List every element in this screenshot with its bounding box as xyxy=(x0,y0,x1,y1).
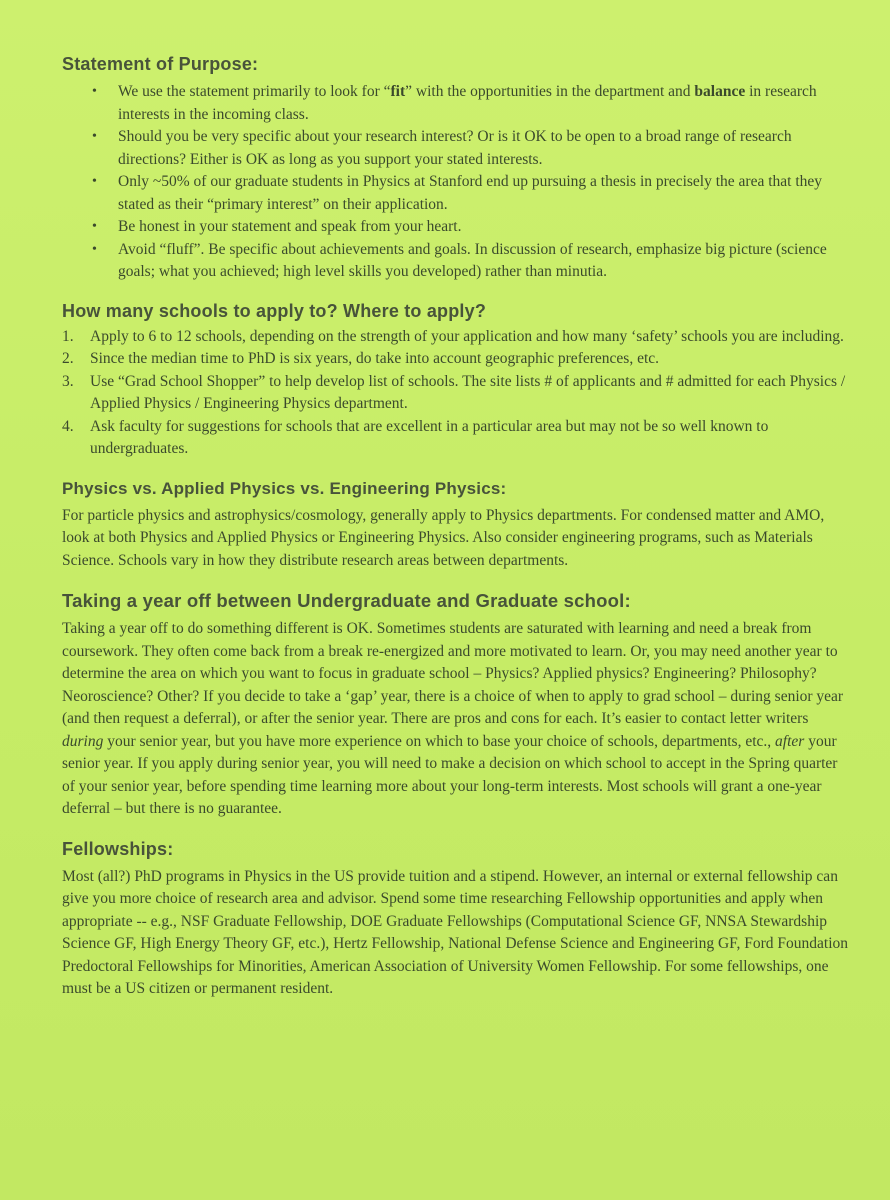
list-number: 3. xyxy=(62,372,74,390)
list-item xyxy=(62,416,850,461)
section-heading: Taking a year off between Undergraduate and Graduate school: xyxy=(62,590,631,611)
list-item-text: Since the median time to PhD is six years, do take into account geographic preferences, etc. xyxy=(90,350,660,367)
physics-vs-applied-section xyxy=(62,479,850,573)
text-span: your senior year, but you have more experience on which to base your choice of schools, departments, etc., xyxy=(103,732,776,750)
list-item xyxy=(62,348,850,371)
list-item-text: Apply to 6 to 12 schools, depending on the strength of your application and how many ‘safety’ schools you are including. xyxy=(90,327,844,345)
text-span: Taking a year off to do something different is OK. Sometimes students are saturated with learning and need a break from coursework. They often come back from a break re-energized and more motivated to learn. Or, you may need another year to determine the area on which you want to focus in graduate school – Physics? Applied physics? Engineering? Philosophy? Neoroscience? Other? If you decide to take a ‘gap’ year, there is a choice of when to apply to grad school – during senior year (and then request a deferral), or after the senior year. There are pros and cons for each. It’s easier to contact letter writers xyxy=(62,620,844,727)
list-item-text: Use “Grad School Shopper” to help develop list of schools. The site lists # of applicants and # admitted for each Physics / Applied Physics / Engineering Physics department. xyxy=(90,372,846,412)
list-item: • Avoid “fluff”. Be specific about achievements and goals. In discussion of research, emphasize big picture (science goals; what you achieved; high level skills you developed) rather than minutia. xyxy=(92,239,850,284)
numbered-list xyxy=(62,326,850,461)
section-paragraph xyxy=(62,618,850,821)
list-item-text: Ask faculty for suggestions for schools that are excellent in a particular area but may not be so well known to undergraduates. xyxy=(90,417,769,457)
list-number: 2. xyxy=(62,350,74,367)
section-heading: How many schools to apply to? Where to apply? xyxy=(62,300,487,321)
text-span: ” with the opportunities in the department and xyxy=(405,83,695,100)
text-span: in research interests in the incoming class. xyxy=(118,83,817,123)
text-span: We use the statement primarily to look for “ xyxy=(118,83,391,100)
section-heading: Fellowships: xyxy=(62,838,174,859)
emphasized-word: fit xyxy=(390,83,406,100)
emphasized-word: balance xyxy=(694,83,746,100)
fellowships-section xyxy=(62,839,850,1001)
list-item xyxy=(92,81,850,126)
bullet-list xyxy=(62,81,850,284)
list-item: • Should you be very specific about your research interest? Or is it OK to be open to a broad range of research directions? Either is OK as long as you support your stated interests. xyxy=(92,126,850,171)
italic-word: after xyxy=(775,732,805,750)
section-heading: Physics vs. Applied Physics vs. Engineering Physics: xyxy=(62,478,507,498)
section-heading: Statement of Purpose: xyxy=(62,54,259,74)
statement-of-purpose-section xyxy=(62,54,850,284)
italic-word: during xyxy=(62,732,104,750)
year-off-section xyxy=(62,590,850,821)
text-span: your senior year. If you apply during senior year, you will need to make a decision on which school to accept in the Spring quarter of your senior year, before spending time learning more about your long-term interests. Most schools will grant a one-year deferral – but there is no guarantee. xyxy=(62,732,838,817)
how-many-schools-section xyxy=(62,301,850,461)
section-paragraph: Most (all?) PhD programs in Physics in the US provide tuition and a stipend. However, an internal or external fellowship can give you more choice of research area and advisor. Spend some time researching Fellowship opportunities and apply when appropriate -- e.g., NSF Graduate Fellowship, DOE Graduate Fellowships (Computational Science GF, NNSA Stewardship Science GF, High Energy Theory GF, etc.), Hertz Fellowship, National Defense Science and Engineering GF, Ford Foundation Predoctoral Fellowships for Minorities, American Association of University Women Fellowship. For some fellowships, one must be a US citizen or permanent resident. xyxy=(62,867,849,997)
list-item: • Only ~50% of our graduate students in Physics at Stanford end up pursuing a thesis in precisely the area that they stated as their “primary interest” on their application. xyxy=(92,171,850,216)
list-number: 4. xyxy=(62,417,74,435)
list-item: • Be honest in your statement and speak from your heart. xyxy=(92,216,850,239)
section-paragraph: For particle physics and astrophysics/cosmology, generally apply to Physics departments. For condensed matter and AMO, look at both Physics and Applied Physics or Engineering Physics. Also consider engineering programs, such as Materials Science. Schools vary in how they distribute research areas between departments. xyxy=(62,506,825,569)
list-item xyxy=(62,371,850,416)
list-item xyxy=(62,326,850,349)
list-number: 1. xyxy=(62,327,74,345)
